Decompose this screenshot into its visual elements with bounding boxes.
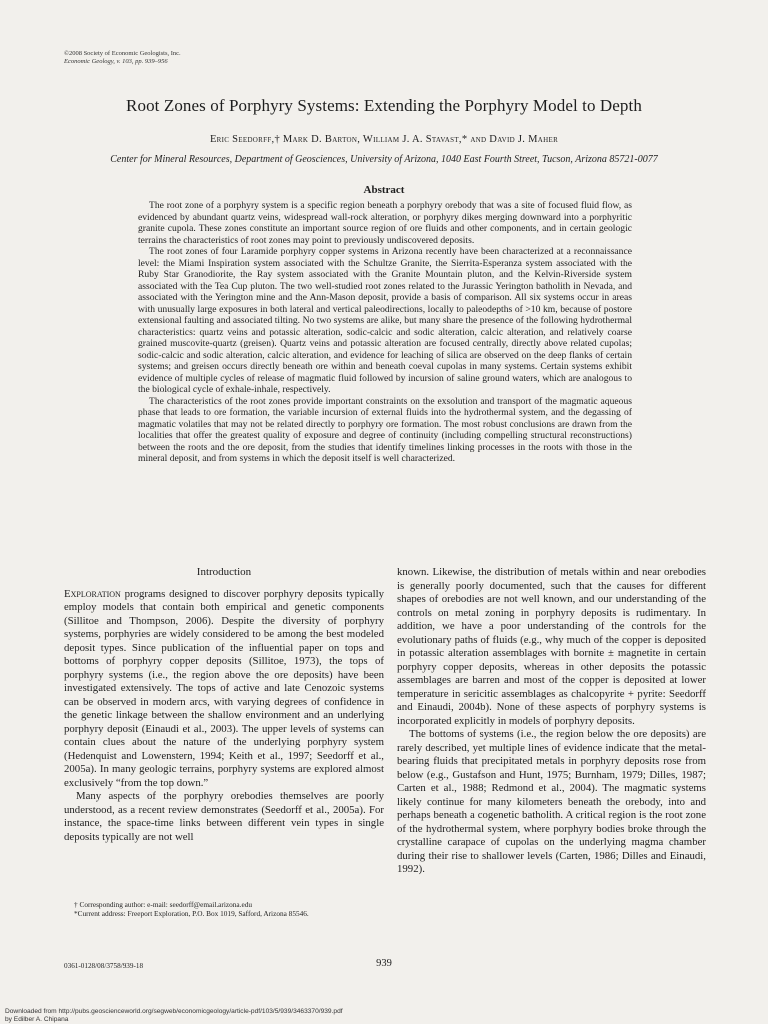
body-paragraph: known. Likewise, the distribution of metals within and near orebodies is generally poorly documented, such that the causes for different shapes of orebodies are not well known, and our understanding of the controls on metal zoning in porphyry deposits is rudimentary. In addition, we have a poor understanding of the controls for the evolutionary paths of fluids (e.g., why much of the copper is deposited in potassic alteration assemblages with bornite ± magnetite in certain porphyry copper deposits, whereas in other deposits the potassic assemblages are barren and most of the copper is deposited at lower temperature in sericitic assemblages as chalcopyrite + pyrite: Seedorff and Einaudi, 2004b). None of these aspects of porphyry systems is incorporated explicitly in models of porphyry deposits. [397, 566, 706, 727]
page-number: 939 [376, 958, 392, 969]
abstract-body [138, 200, 632, 465]
paragraph-text: programs designed to discover porphyry deposits typically employ models that contain both empirical and genetic components (Sillitoe and Thompson, 2006). Despite the diversity of porphyry systems, porphyries are widely considered to be among the best modeled deposit types. Since publication of the influential paper on tops and bottoms of porphyry copper deposits (Sillitoe, 1973), the tops of porphyry systems (i.e., the region above the ore deposits) have been investigated extensively. The tops of active and late Cenozoic systems can be observed in modern arcs, with varying degrees of confidence in the genetic linkage between the shallow environment and an underlying porphyry deposit (Einaudi et al., 2003). The upper levels of systems can contain clues about the nature of the underlying porphyry system (Hedenquist and Lowenstern, 1994; Keith et al., 1997; Seedorff et al., 2005a). In many geologic terrains, porphyry systems are explored almost exclusively “from the top down.” [64, 587, 384, 789]
journal-citation: Economic Geology, v. 103, pp. 939–956 [64, 58, 168, 65]
abstract-paragraph: The root zones of four Laramide porphyry copper systems in Arizona recently have been characterized at a reconnaissance level: the Miami Inspiration system associated with the Schultze Granite, the Sierrita-Esperanza system associated with the Ruby Star Granodiorite, the Ray system associated with the Granite Mountain pluton, and the Kelvin-Riverside system associated with the Tea Cup pluton. The two well-studied root zones related to the Jurassic Yerington batholith in Nevada, and associated with the Yerington mine and the Ann-Mason deposit, provide a basis of comparison. All six systems occur in areas with unusually large exposures in both lateral and vertical paleodirections, locally to paleodepths of >10 km, because of postore extensional faulting and associated tilting. No two systems are alike, but many share the presence of the following hydrothermal characteristics: quartz veins and potassic alteration, sodic-calcic and sodic alteration, calcic alteration, and relatively coarse grained muscovite-quartz (greisen). Quartz veins and potassic alteration are focused centrally, directly above related cupolas; sodic-calcic and sodic alteration, calcic alteration, and evidence for leaching of silica are observed on the deep flanks of certain systems; and greisen occurs directly beneath ore within and beneath coeval cupolas in many systems. Certain systems exhibit evidence of multiple cycles of release of magmatic fluid followed by incursion of saline ground waters, which are analogous to the biological cycle of exhale-inhale, respectively. [138, 246, 632, 395]
download-user-line: by Edilber A. Chipana [5, 1016, 69, 1023]
article-title: Root Zones of Porphyry Systems: Extending the Porphyry Model to Depth [126, 96, 642, 115]
copyright-line: ©2008 Society of Economic Geologists, Inc. [64, 50, 181, 57]
abstract-paragraph: The characteristics of the root zones provide important constraints on the exsolution and transport of the magmatic aqueous phase that leads to ore formation, the variable incursion of external fluids into the hydrothermal system, and the degassing of magmatic volatiles that may not be related directly to porphyry ore formation. The most robust conclusions are drawn from the localities that offer the greatest quality of exposure and degree of continuity (including compelling structural reconstructions) between the roots and the ore deposit, from the studies that identify timelines linking processes in the roots with those in the mineral deposit, and from systems in which the deposit itself is well characterized. [138, 395, 632, 464]
footnotes [64, 900, 384, 918]
download-notice [5, 1008, 343, 1024]
footnote-current-address: *Current address: Freeport Exploration, P.O. Box 1019, Safford, Arizona 85546. [74, 909, 309, 918]
body-paragraph: The bottoms of systems (i.e., the region below the ore deposits) are rarely described, yet multiple lines of evidence indicate that the metal-bearing fluids that precipitated metals in porphyry deposits rose from below (e.g., Gustafson and Hunt, 1975; Burnham, 1979; Dilles, 1987; Carten et al., 1988; Redmond et al., 2004). The magmatic systems likely continue for many kilometers beneath the orebody, into and perhaps beneath a cogenetic batholith. A critical region is the root zone of the hydrothermal system, where porphyry bodies broke through the crystalline carapace of cupolas on the underlying magma chamber during their rise to shallower levels (Carten, 1986; Dilles and Einaudi, 1992). [397, 728, 706, 875]
right-column [397, 566, 706, 877]
left-column [64, 566, 384, 844]
abstract-heading: Abstract [363, 184, 405, 196]
download-url-line: Downloaded from http://pubs.geoscienceworld.org/segweb/economicgeology/article-pdf/103/5/939/3463370/939.pdf [5, 1008, 343, 1015]
author-list: Eric Seedorff,† Mark D. Barton, William J. A. Stavast,* and David J. Maher [209, 134, 559, 145]
author-affiliation: Center for Mineral Resources, Department of Geosciences, University of Arizona, 1040 East Fourth Street, Tucson, Arizona 85721-0077 [110, 154, 658, 165]
introduction-heading: Introduction [196, 566, 252, 578]
body-paragraph: Many aspects of the porphyry orebodies themselves are poorly understood, as a recent review demonstrates (Seedorff et al., 2005a). For instance, the space-time links between different vein types in single deposits typically are not well [64, 790, 384, 843]
lead-word: Exploration [64, 587, 121, 600]
document-code: 0361-0128/08/3758/939-18 [64, 962, 144, 970]
footnote-corresponding-author: † Corresponding author: e-mail: seedorff@email.arizona.edu [74, 900, 253, 909]
body-paragraph [64, 588, 384, 791]
abstract-paragraph: The root zone of a porphyry system is a specific region beneath a porphyry orebody that was a site of focused fluid flow, as evidenced by abundant quartz veins, widespread wall-rock alteration, or porphyry dikes merging downward into a porphyritic granite cupola. These zones constitute an important source region of ore fluids and other components, and in certain geologic terrains the characteristics of root zones may point to previously undiscovered deposits. [138, 200, 632, 246]
copyright-notice [64, 50, 181, 66]
